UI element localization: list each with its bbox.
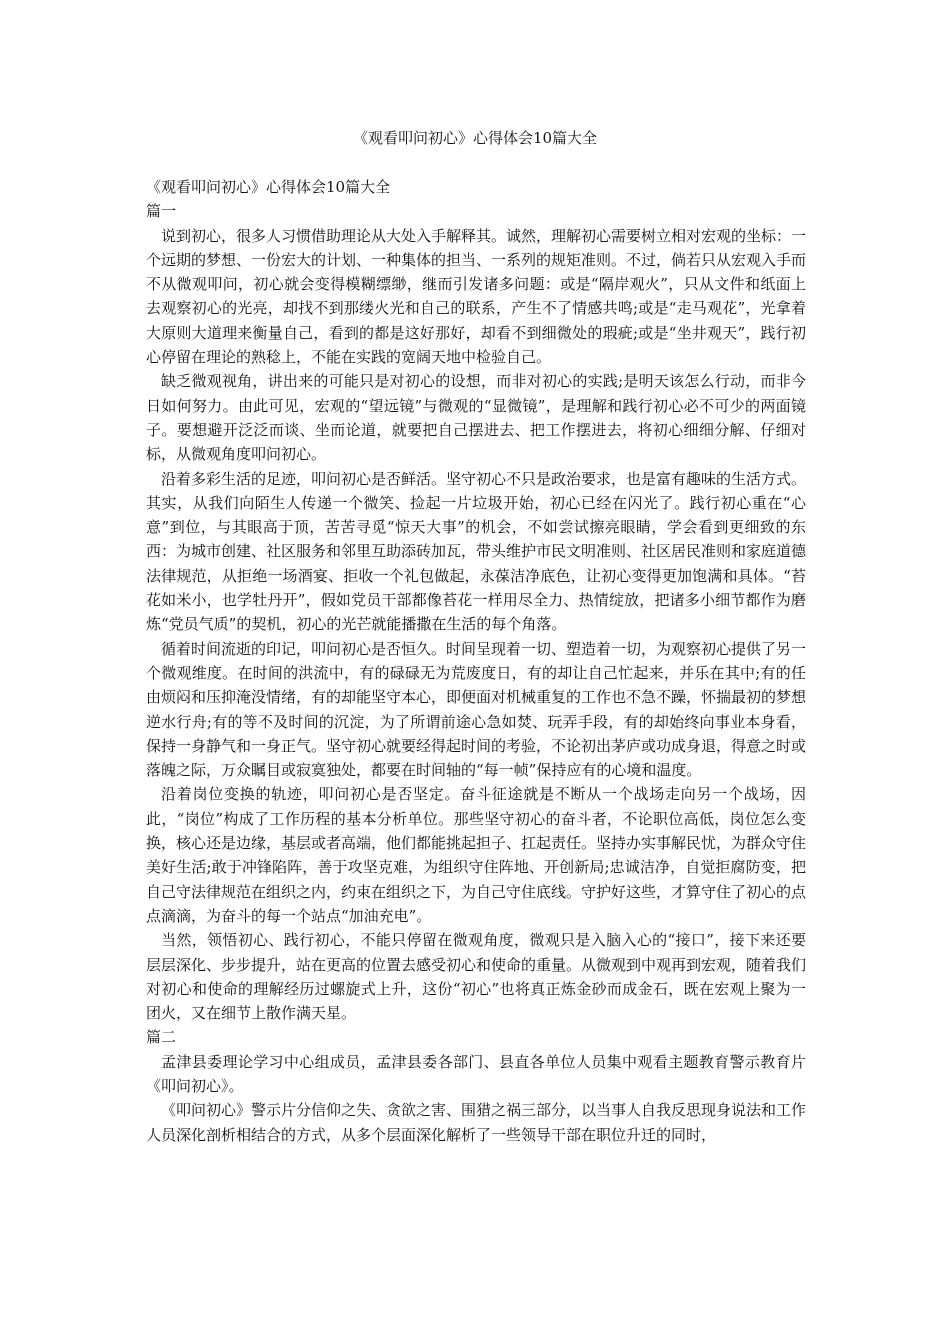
paragraph: 说到初心，很多人习惯借助理论从大处入手解释其。诚然，理解初心需要树立相对宏观的坐标：一个远期的梦想、一份宏大的计划、一种集体的担当、一系列的规矩准则。不过，倘若只从宏观入手而不从微观叩问，初心就会变得模糊缥缈，继而引发诸多问题：或是“隔岸观火”，只从文件和纸面上去观察初心的光亮，却找不到那缕火光和自己的联系，产生不了情感共鸣;或是“走马观花”，光拿着大原则大道理来衡量自己，看到的都是这好那好，却看不到细微处的瑕疵;或是“坐井观天”，践行初心停留在理论的熟稔上，不能在实践的宽阔天地中检验自己。 — [146, 226, 807, 367]
paragraph: 缺乏微观视角，讲出来的可能只是对初心的设想，而非对初心的实践;是明天该怎么行动，而非今日如何努力。由此可见，宏观的“望远镜”与微观的“显微镜”，是理解和践行初心必不可少的两面镜子。要想避开泛泛而谈、坐而论道，就要把自己摆进去、把工作摆进去，将初心细细分解、仔细对标，从微观角度叩问初心。 — [146, 372, 806, 464]
paragraph: 沿着多彩生活的足迹，叩问初心是否鲜活。坚守初心不只是政治要求，也是富有趣味的生活方式。其实，从我们向陌生人传递一个微笑、捡起一片垃圾开始，初心已经在闪光了。践行初心重在“心意”到位，与其眼高于顶，苦苦寻觅“惊天大事”的机会，不如尝试擦亮眼睛，学会看到更细致的东西：为城市创建、社区服务和邻里互助添砖加瓦，带头维护市民文明准则、社区居民准则和家庭道德法律规范，从拒绝一场酒宴、拒收一个礼包做起，永葆洁净底色，让初心变得更加饱满和具体。“苔花如米小，也学牡丹开”，假如党员干部都像苔花一样用尽全力、热情绽放，把诸多小细节都作为磨炼“党员气质”的契机，初心的光芒就能播撒在生活的每个角落。 — [146, 469, 807, 634]
document-title: 《观看叩问初心》心得体会10篇大全 — [352, 129, 598, 147]
section-label-1: 篇一 — [146, 202, 177, 221]
section-label-2: 篇二 — [146, 1028, 177, 1047]
paragraph: 孟津县委理论学习中心组成员，孟津县委各部门、县直各单位人员集中观看主题教育警示教育片《叩问初心》。 — [146, 1052, 806, 1095]
document-subtitle: 《观看叩问初心》心得体会10篇大全 — [146, 178, 391, 196]
document-body — [146, 175, 806, 1147]
paragraph: 当然，领悟初心、践行初心，不能只停留在微观角度，微观只是入脑入心的“接口”，接下来还要层层深化、步步提升，站在更高的位置去感受初心和使命的重量。从微观到中观再到宏观，随着我们对初心和使命的理解经历过螺旋式上升，这份“初心”也将真正炼金砂而成金石，既在宏观上聚为一团火，又在细节上散作满天星。 — [146, 931, 807, 1023]
paragraph: 《叩问初心》警示片分信仰之失、贪欲之害、围猎之祸三部分，以当事人自我反思现身说法和工作人员深化剖析相结合的方式，从多个层面深化解析了一些领导干部在职位升迁的同时， — [146, 1101, 807, 1144]
paragraph: 沿着岗位变换的轨迹，叩问初心是否坚定。奋斗征途就是不断从一个战场走向另一个战场，因此，“岗位”构成了工作历程的基本分析单位。那些坚守初心的奋斗者，不论职位高低，岗位怎么变换，核心还是边缘，基层或者高端，他们都能挑起担子、扛起责任。坚持办实事解民忧，为群众守住美好生活;敢于冲锋陷阵，善于攻坚克难，为组织守住阵地、开创新局;忠诚洁净，自觉拒腐防变，把自己守法律规范在组织之内，约束在组织之下，为自己守住底线。守护好这些，才算守住了初心的点点滴滴，为奋斗的每一个站点“加油充电”。 — [146, 785, 807, 925]
paragraph: 循着时间流逝的印记，叩问初心是否恒久。时间呈现着一切、塑造着一切，为观察初心提供了另一个微观维度。在时间的洪流中，有的碌碌无为荒废度日，有的却让自己忙起来，并乐在其中;有的任由烦闷和压抑淹没情绪，有的却能坚守本心，即便面对机械重复的工作也不急不躁，怀揣最初的梦想逆水行舟;有的等不及时间的沉淀，为了所谓前途心急如焚、玩弄手段，有的却始终向事业本身看，保持一身静气和一身正气。坚守初心就要经得起时间的考验，不论初出茅庐或功成身退，得意之时或落魄之际，万众瞩目或寂寞独处，都要在时间轴的“每一帧”保持应有的心境和温度。 — [146, 639, 807, 780]
